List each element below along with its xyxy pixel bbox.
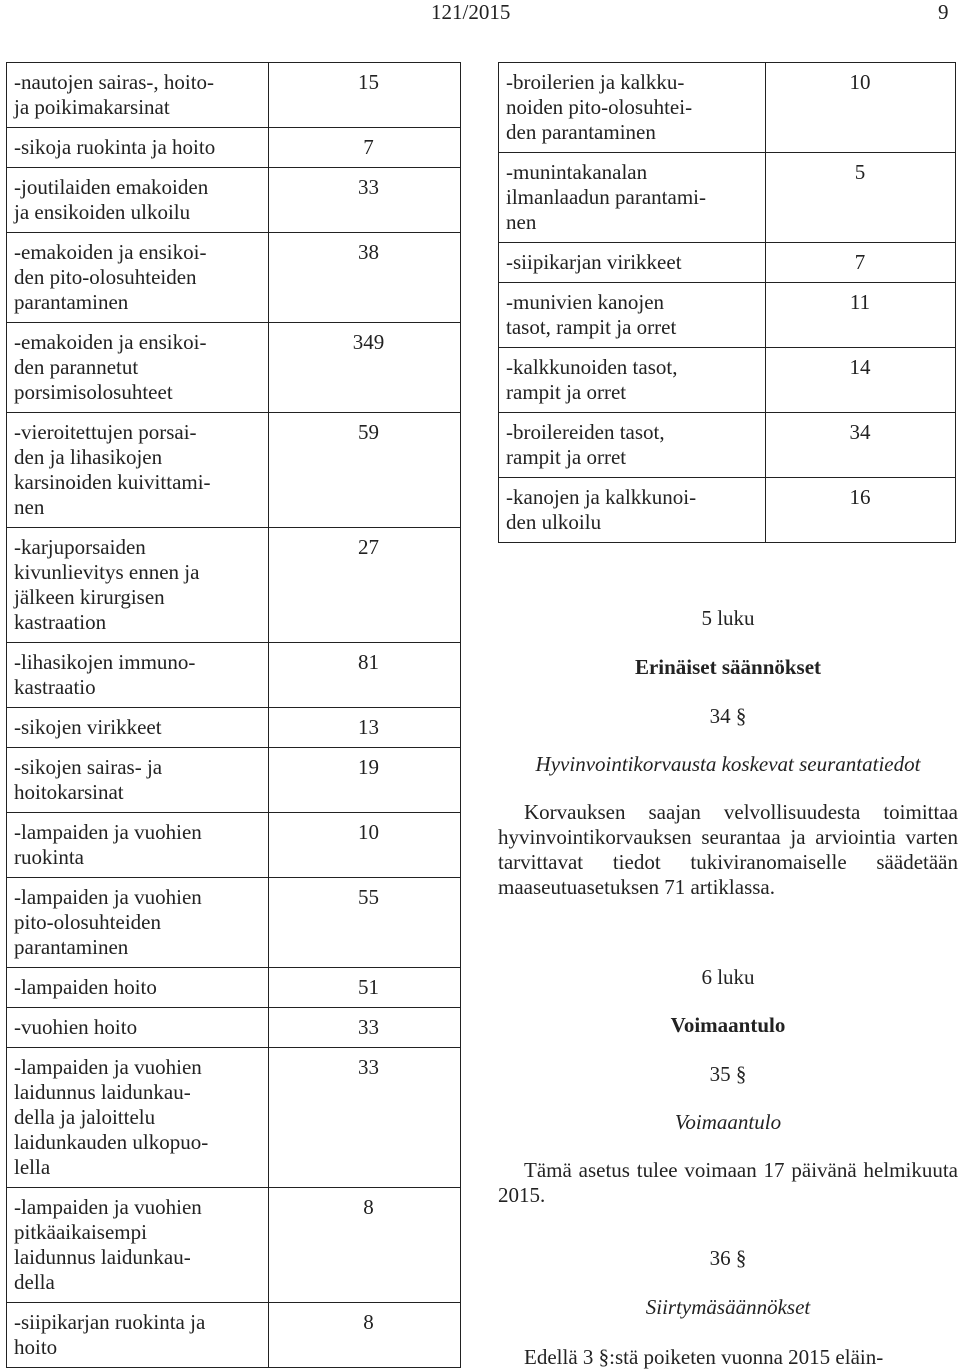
measure-label: -sikojen sairas- ja hoitokarsinat xyxy=(7,748,269,813)
section-36-text: Edellä 3 §:stä poiketen vuonna 2015 eläin- xyxy=(524,1345,884,1369)
measure-value: 5 xyxy=(766,153,956,243)
measure-label: -siipikarjan ruokinta ja hoito xyxy=(7,1303,269,1368)
right-table-row xyxy=(499,413,956,478)
left-table-row xyxy=(7,168,461,233)
right-table-row xyxy=(499,348,956,413)
left-table-row xyxy=(7,813,461,878)
measure-value: 10 xyxy=(766,63,956,153)
measure-value: 51 xyxy=(269,968,461,1008)
left-table-row xyxy=(7,413,461,528)
right-table-row xyxy=(499,478,956,543)
page-number: 9 xyxy=(938,0,949,24)
chapter-6-heading: 6 luku xyxy=(701,965,755,989)
measure-label: -vuohien hoito xyxy=(7,1008,269,1048)
measure-value: 27 xyxy=(269,528,461,643)
measure-value: 8 xyxy=(269,1303,461,1368)
measure-label: -munivien kanojen tasot, rampit ja orret xyxy=(499,283,766,348)
measure-label: -broilerien ja kalkku- noiden pito-olosuhtei- den parantaminen xyxy=(499,63,766,153)
measure-value: 14 xyxy=(766,348,956,413)
measure-label: -lampaiden ja vuohien laidunnus laidunkau- della ja jaloittelu laidunkauden ulkopuo- lella xyxy=(7,1048,269,1188)
section-36-title: Siirtymäsäännökset xyxy=(645,1295,811,1319)
measure-label: -munintakanalan ilmanlaadun parantami- nen xyxy=(499,153,766,243)
section-36-number: 36 § xyxy=(709,1246,747,1270)
right-table-row xyxy=(499,283,956,348)
measure-label: -lampaiden ja vuohien pitkäaikaisempi laidunnus laidunkau- della xyxy=(7,1188,269,1303)
measure-value: 13 xyxy=(269,708,461,748)
document-number: 121/2015 xyxy=(431,0,511,24)
section-34-title: Hyvinvointikorvausta koskevat seurantatiedot xyxy=(535,752,921,776)
measure-value: 16 xyxy=(766,478,956,543)
measure-label: -lihasikojen immuno- kastraatio xyxy=(7,643,269,708)
measure-label: -broilereiden tasot, rampit ja orret xyxy=(499,413,766,478)
measure-value: 33 xyxy=(269,168,461,233)
measure-value: 7 xyxy=(766,243,956,283)
measure-label: -sikoja ruokinta ja hoito xyxy=(7,128,269,168)
left-table-row xyxy=(7,1303,461,1368)
measure-label: -emakoiden ja ensikoi- den parannetut porsimisolosuhteet xyxy=(7,323,269,413)
measure-value: 55 xyxy=(269,878,461,968)
measure-label: -kalkkunoiden tasot, rampit ja orret xyxy=(499,348,766,413)
left-table-row xyxy=(7,528,461,643)
measure-value: 7 xyxy=(269,128,461,168)
measure-value: 10 xyxy=(269,813,461,878)
left-table-row xyxy=(7,1008,461,1048)
measure-value: 8 xyxy=(269,1188,461,1303)
left-compensation-table xyxy=(6,62,461,1368)
measure-value: 33 xyxy=(269,1048,461,1188)
chapter-5-heading: 5 luku xyxy=(701,606,755,630)
section-35-text: Tämä asetus tulee voimaan 17 päivänä helmikuuta 2015. xyxy=(498,1158,958,1207)
measure-value: 81 xyxy=(269,643,461,708)
measure-label: -karjuporsaiden kivunlievitys ennen ja jälkeen kirurgisen kastraation xyxy=(7,528,269,643)
section-34-text: Korvauksen saajan velvollisuudesta toimittaa hyvinvointikorvauksen seurantaa ja arviointia varten tarvittavat tiedot tukiviranomaiselle säädetään maaseutuasetuksen 71 artiklassa. xyxy=(498,800,958,899)
left-table-row xyxy=(7,968,461,1008)
right-table-row xyxy=(499,243,956,283)
left-table-row xyxy=(7,878,461,968)
measure-label: -emakoiden ja ensikoi- den pito-olosuhteiden parantaminen xyxy=(7,233,269,323)
measure-value: 33 xyxy=(269,1008,461,1048)
measure-value: 349 xyxy=(269,323,461,413)
page-header xyxy=(0,0,960,26)
measure-value: 38 xyxy=(269,233,461,323)
measure-label: -lampaiden ja vuohien pito-olosuhteiden parantaminen xyxy=(7,878,269,968)
left-table-row xyxy=(7,1048,461,1188)
left-table-row xyxy=(7,1188,461,1303)
measure-label: -nautojen sairas-, hoito- ja poikimakarsinat xyxy=(7,63,269,128)
left-table-row xyxy=(7,323,461,413)
measure-label: -kanojen ja kalkkunoi- den ulkoilu xyxy=(499,478,766,543)
measure-label: -lampaiden ja vuohien ruokinta xyxy=(7,813,269,878)
left-table-row xyxy=(7,643,461,708)
measure-label: -sikojen virikkeet xyxy=(7,708,269,748)
left-table-row xyxy=(7,128,461,168)
section-35-title: Voimaantulo xyxy=(674,1110,782,1134)
chapter-6-title: Voimaantulo xyxy=(670,1013,786,1037)
measure-label: -joutilaiden emakoiden ja ensikoiden ulkoilu xyxy=(7,168,269,233)
measure-value: 19 xyxy=(269,748,461,813)
left-table-row xyxy=(7,748,461,813)
measure-label: -vieroitettujen porsai- den ja lihasikojen karsinoiden kuivittami- nen xyxy=(7,413,269,528)
left-table-row xyxy=(7,233,461,323)
measure-value: 59 xyxy=(269,413,461,528)
chapter-5-title: Erinäiset säännökset xyxy=(634,655,822,679)
section-35-number: 35 § xyxy=(709,1062,747,1086)
measure-value: 34 xyxy=(766,413,956,478)
right-table-row xyxy=(499,63,956,153)
left-table-row xyxy=(7,63,461,128)
section-34-number: 34 § xyxy=(709,704,747,728)
measure-value: 15 xyxy=(269,63,461,128)
right-compensation-table xyxy=(498,62,956,543)
measure-label: -lampaiden hoito xyxy=(7,968,269,1008)
measure-value: 11 xyxy=(766,283,956,348)
right-table-row xyxy=(499,153,956,243)
left-table-row xyxy=(7,708,461,748)
measure-label: -siipikarjan virikkeet xyxy=(499,243,766,283)
